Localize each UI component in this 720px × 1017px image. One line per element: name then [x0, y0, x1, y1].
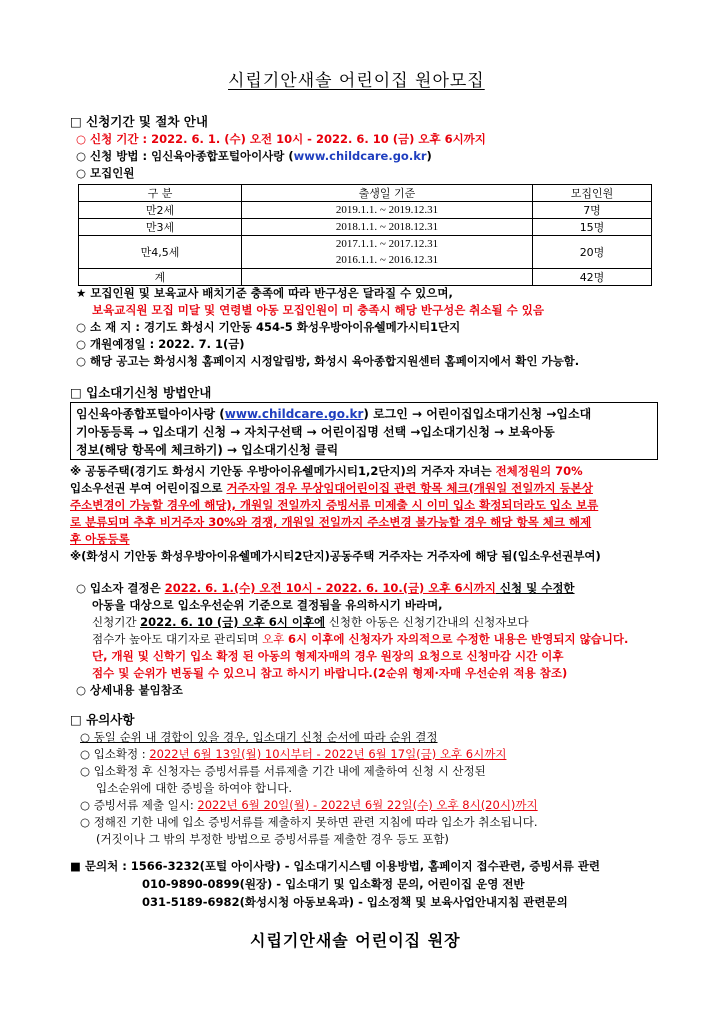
housing-note-3: 주소변경이 가능할 경우에 해당), 개원일 전일까지 증빙서류 미제출 시 이미 입소 확정되더라도 입소 보류 — [70, 498, 599, 512]
open-date: ○ 개원예정일 : 2022. 7. 1(금) — [76, 337, 245, 351]
notes-item-1: ○ 동일 순위 내 경합이 있을 경우, 입소대기 신청 순서에 따라 순위 결정 — [80, 730, 438, 744]
notice: ○ 해당 공고는 화성시청 홈페이지 시정알림방, 화성시 육아종합지원센터 홈페이지에서 확인 가능함. — [76, 354, 580, 368]
table-header: 출생일 기준 — [242, 185, 533, 202]
procedure-line-3: 정보(해당 항목에 체크하기) → 입소대기신청 클릭 — [76, 443, 339, 457]
note-star-warning: 보육교직원 모집 미달 및 연령별 아동 모집인원이 미 충족시 해당 반구성은 취소될 수 있음 — [92, 303, 544, 317]
section-heading-application: □ 신청기간 및 절차 안내 — [70, 114, 208, 129]
decision-line-7: ○ 상세내용 붙임참조 — [76, 683, 183, 697]
contact-line-1: ■ 문의처 : 1566-3232(포털 아이사랑) - 입소대기시스템 이용방법, 홈페이지 접수관련, 증빙서류 관련 — [70, 859, 601, 873]
section-heading-notes: □ 유의사항 — [70, 712, 135, 727]
table-row: 만3세 2018.1.1. ~ 2018.12.31 15명 — [79, 219, 652, 236]
childcare-link-2[interactable]: www.childcare.go.kr — [224, 407, 364, 421]
contact-line-2: 010-9890-0899(원장) - 입소대기 및 입소확정 문의, 어린이집 운영 전반 — [142, 877, 525, 891]
decision-line-3: 신청기간 2022. 6. 10 (금) 오후 6시 이후에 신청한 아동은 신청기간내의 신청자보다 — [92, 615, 529, 629]
table-row: 계 42명 — [79, 269, 652, 286]
housing-note-5: 후 아동등록 — [70, 532, 130, 546]
decision-line-5: 단, 개원 및 신학기 입소 확정 된 아동의 형제자매의 경우 원장의 요청으로 신청마감 시간 이후 — [92, 649, 564, 663]
notes-item-7: (거짓이나 그 밖의 부정한 방법으로 증빙서류를 제출한 경우 등도 포함) — [96, 832, 449, 846]
table-row: 만2세 2019.1.1. ~ 2019.12.31 7명 — [79, 202, 652, 219]
page-title: 시립기안새솔 어린이집 원아모집 — [228, 71, 485, 91]
footer-signature: 시립기안새솔 어린이집 원장 — [250, 931, 461, 950]
recruit-label: ○ 모집인원 — [76, 166, 135, 180]
decision-line-1: ○ 입소자 결정은 2022. 6. 1.(수) 오전 10시 - 2022. 6. 10.(금) 오후 6시까지 신청 및 수정한 — [76, 581, 575, 595]
notes-item-4: 입소순위에 대한 증빙을 하여야 합니다. — [96, 781, 293, 795]
decision-line-4: 점수가 높아도 대기자로 관리되며 오후 6시 이후에 신청자가 자의적으로 수정한 내용은 반영되지 않습니다. — [92, 632, 629, 646]
table-header: 구 분 — [79, 185, 242, 202]
housing-note-1: ※ 공동주택(경기도 화성시 기안동 우방아이유쉘메가시티1,2단지)의 거주자 자녀는 전체정원의 70% — [70, 464, 583, 478]
procedure-line-1: 임신육아종합포털아이사랑 (www.childcare.go.kr) 로그인 → 어린이집입소대기신청 →입소대 — [76, 407, 592, 421]
decision-line-6: 점수 및 순위가 변동될 수 있으니 참고 하시기 바랍니다.(2순위 형제·자매 우선순위 적용 참조) — [92, 666, 568, 680]
housing-note-2: 입소우선권 부여 어린이집으로 거주자일 경우 무상임대어린이집 관련 항목 체크(개원일 전일까지 등본상 — [70, 481, 593, 495]
application-method: ○ 신청 방법 : 임신육아종합포털아이사랑 (www.childcare.go.kr) — [76, 149, 432, 163]
application-period: ○ 신청 기간 : 2022. 6. 1. (수) 오전 10시 - 2022. 6. 10 (금) 오후 6시까지 — [76, 132, 486, 146]
procedure-line-2: 기아동등록 → 입소대기 신청 → 자치구선택 → 어린이집명 선택 →입소대기신청 → 보육아동 — [76, 425, 555, 439]
housing-note-6: ※(화성시 기안동 화성우방아이유쉘메가시티2단지)공동주택 거주자는 거주자에 해당 됨(입소우선권부여) — [70, 549, 601, 563]
note-star: ★ 모집인원 및 보육교사 배치기준 충족에 따라 반구성은 달라질 수 있으며, — [76, 286, 453, 300]
notes-item-2: ○ 입소확정 : 2022년 6월 13일(월) 10시부터 - 2022년 6월 17일(금) 오후 6시까지 — [80, 747, 507, 761]
housing-note-4: 로 분류되며 추후 비거주자 30%와 경쟁, 개원일 전일까지 주소변경 불가능할 경우 해당 항목 체크 해제 — [70, 515, 592, 529]
notes-item-6: ○ 정해진 기한 내에 입소 증빙서류를 제출하지 못하면 관련 지침에 따라 입소가 취소됩니다. — [80, 815, 538, 829]
decision-line-2: 아동을 대상으로 입소우선순위 기준으로 결정됨을 유의하시기 바라며, — [92, 598, 443, 612]
table-row: 만4,5세 2017.1.1. ~ 2017.12.31 2016.1.1. ~ 2016.12.31 20명 — [79, 236, 652, 269]
recruit-table — [78, 184, 652, 286]
table-header: 모집인원 — [533, 185, 652, 202]
notes-item-5: ○ 증빙서류 제출 일시: 2022년 6월 20일(월) - 2022년 6월 22일(수) 오후 8시(20시)까지 — [80, 798, 538, 812]
notes-item-3: ○ 입소확정 후 신청자는 증빙서류를 서류제출 기간 내에 제출하여 신청 시 산정된 — [80, 764, 486, 778]
contact-line-3: 031-5189-6982(화성시청 아동보육과) - 입소정책 및 보육사업안내지침 관련문의 — [142, 895, 568, 909]
childcare-link[interactable]: www.childcare.go.kr — [293, 149, 427, 163]
address: ○ 소 재 지 : 경기도 화성시 기안동 454-5 화성우방아이유쉘메가시티1단지 — [76, 320, 461, 334]
section-heading-waitlist: □ 입소대기신청 방법안내 — [70, 385, 212, 400]
